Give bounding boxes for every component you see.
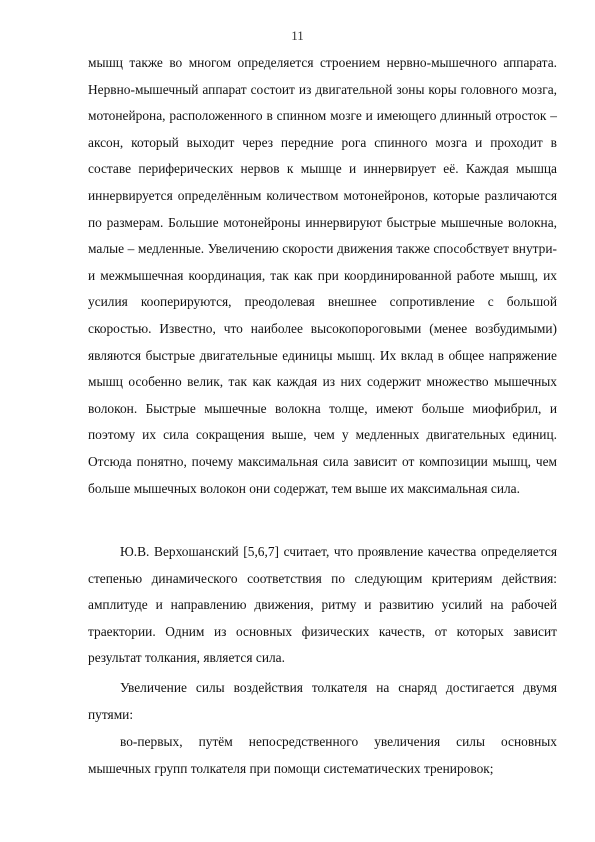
paragraph-verkhoshansky: Ю.В. Верхошанский [5,6,7] считает, что проявление качества определяется степенью динамического соответствия по следующим критериям действия: амплитуде и направлению движения, ритму и развитию усилий на рабочей траектории. Одним из основных физических качеств, от которых зависит результат толкания, является сила. xyxy=(88,544,557,666)
paragraph-first-way: во-первых, путём непосредственного увеличения силы основных мышечных групп толкателя при помощи систематических тренировок; xyxy=(88,734,557,776)
page-number: 11 xyxy=(291,28,304,43)
paragraph-force-increase: Увеличение силы воздействия толкателя на снаряд достигается двумя путями: xyxy=(88,680,557,722)
paragraph-muscle-structure: мышц также во многом определяется строением нервно-мышечного аппарата. Нервно-мышечный аппарат состоит из двигательной зоны коры головного мозга, мотонейрона, расположенного в спинном мозге и имеющего длинный отросток – аксон, который выходит через передние рога спинного мозга и проходит в составе периферических нервов к мышце и иннервирует её. Каждая мышца иннервируется определённым количеством мотонейронов, которые различаются по размерам. Большие мотонейроны иннервируют быстрые мышечные волокна, малые – медленные. Увеличению скорости движения также способствует внутри- и межмышечная координация, так как при координированной работе мышц, их усилия кооперируются, преодолевая внешнее сопротивление с большой скоростью. Известно, что наиболее высокопороговыми (менее возбудимыми) являются быстрые двигательные единицы мышц. Их вклад в общее напряжение мышц особенно велик, так как каждая из них содержит множество мышечных волокон. Быстрые мышечные волокна толще, имеют больше миофибрил, и поэтому их сила сокращения выше, чем у медленных двигательных единиц. Отсюда понятно, почему максимальная сила зависит от композиции мышц, чем больше мышечных волокон они содержат, тем выше их максимальная сила. xyxy=(88,55,557,496)
